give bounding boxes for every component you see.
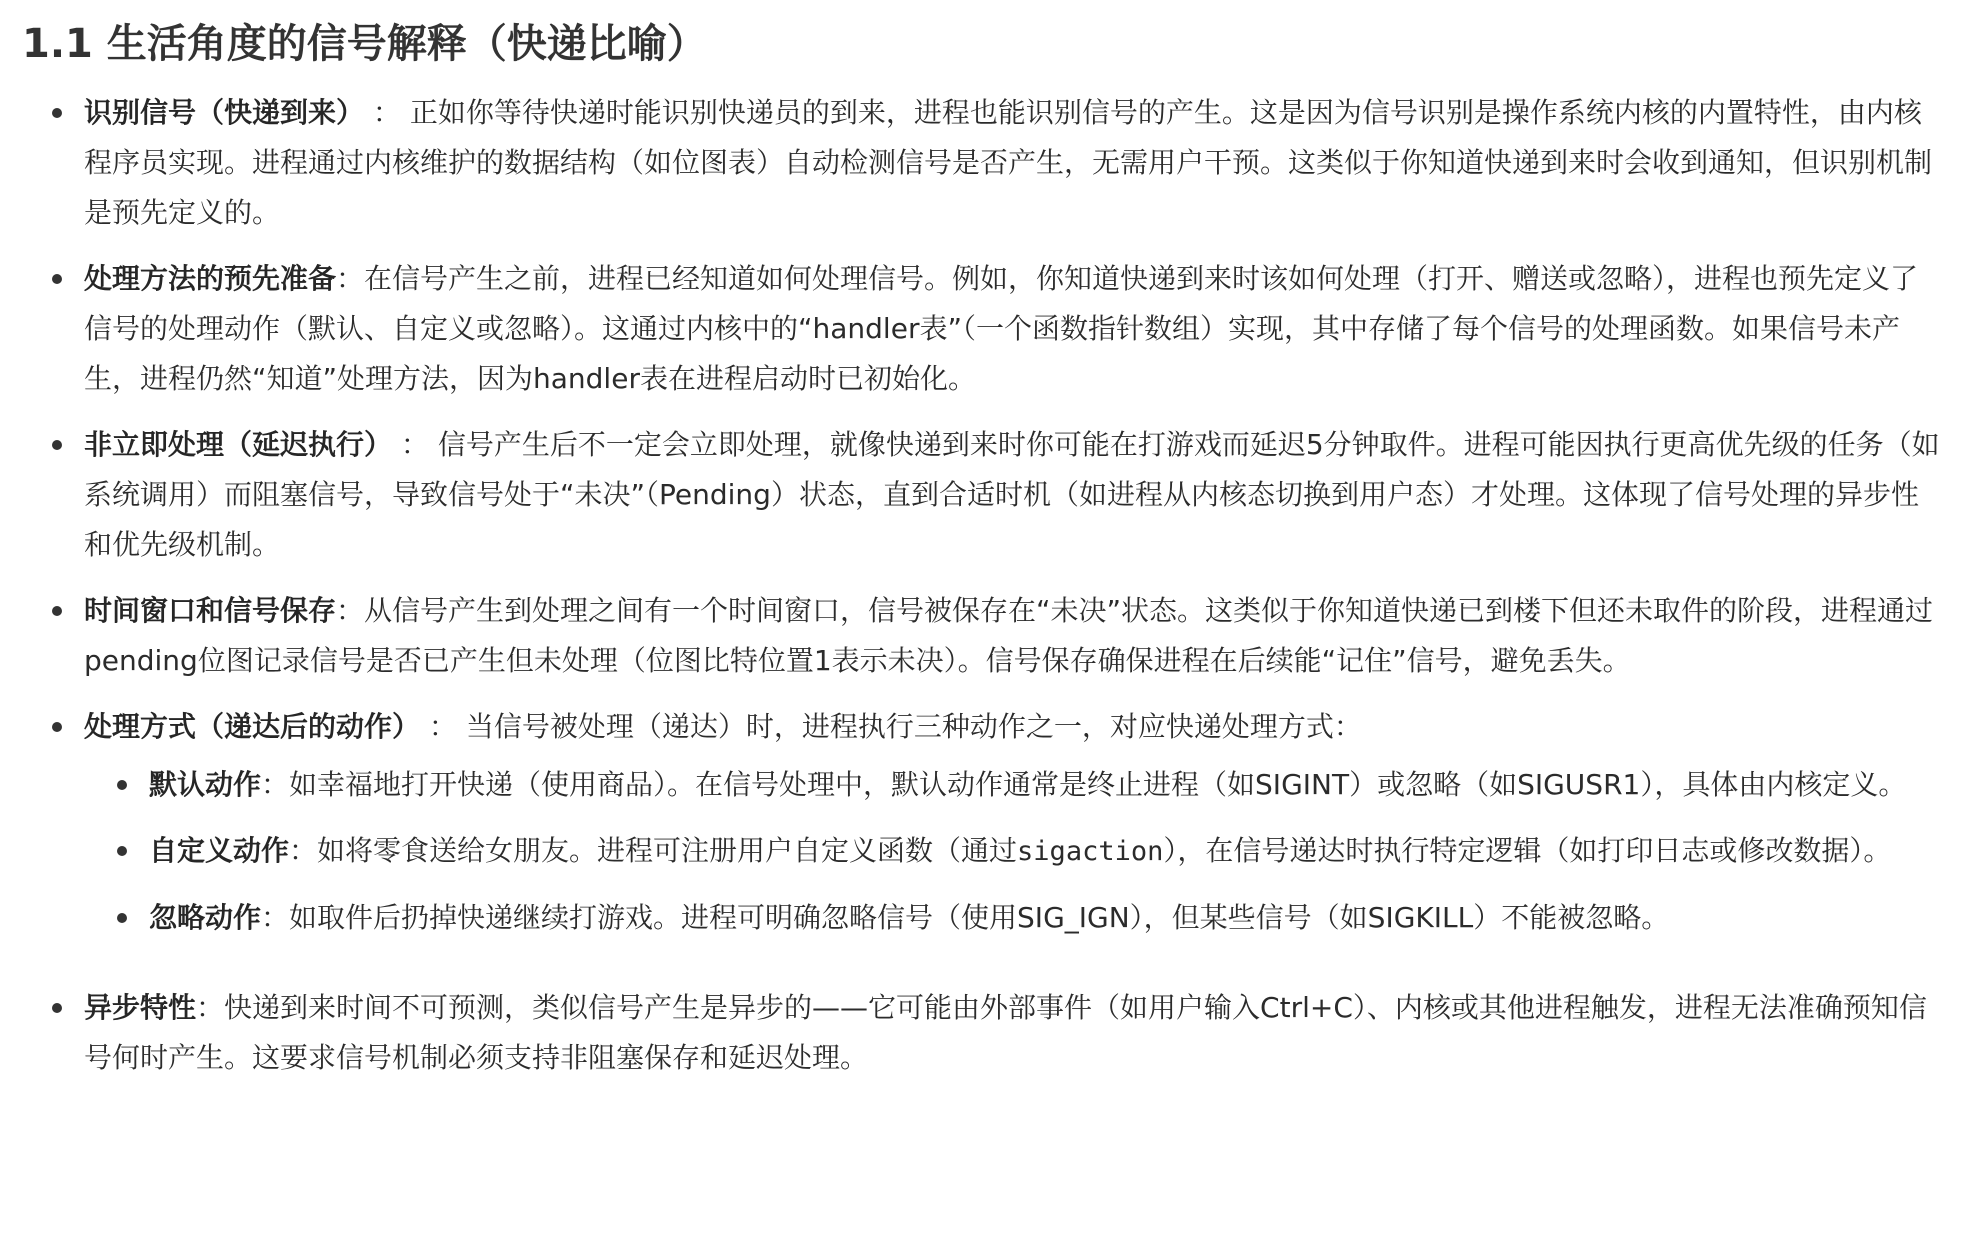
item-separator: ： — [364, 96, 401, 129]
item-text: 信号产生后不一定会立即处理，就像快递到来时你可能在打游戏而延迟5分钟取件。进程可能因执行更高优先级的任务（如系统调用）而阻塞信号，导致信号处于“未决”（Pending）状态，直到合适时机（如进程从内核态切换到用户态）才处理。这体现了信号处理的异步性和优先级机制。 — [84, 428, 1940, 561]
sub-item-separator: ： — [261, 768, 290, 801]
inline-code: sigaction — [1017, 836, 1164, 867]
item-separator: ： — [420, 710, 457, 743]
sub-item-text-after: ），在信号递达时执行特定逻辑（如打印日志或修改数据）。 — [1163, 834, 1892, 867]
list-item — [84, 586, 1942, 686]
item-separator: ： — [336, 262, 365, 295]
sub-item-term: 自定义动作 — [149, 834, 290, 867]
item-separator: ： — [392, 428, 429, 461]
sub-list-item — [149, 826, 1942, 877]
sub-item-text: 如幸福地打开快递（使用商品）。在信号处理中，默认动作通常是终止进程（如SIGINT）或忽略（如SIGUSR1），具体由内核定义。 — [289, 768, 1907, 801]
list-item — [84, 420, 1942, 570]
item-text: 在信号产生之前，进程已经知道如何处理信号。例如，你知道快递到来时该如何处理（打开、赠送或忽略），进程也预先定义了信号的处理动作（默认、自定义或忽略）。这通过内核中的“handler表”（一个函数指针数组）实现，其中存储了每个信号的处理函数。如果信号未产生，进程仍然“知道”处理方法，因为handler表在进程启动时已初始化。 — [84, 262, 1919, 395]
item-term: 处理方式（递达后的动作） — [84, 710, 421, 743]
bullet-list — [22, 88, 1942, 1083]
sub-item-separator: ： — [289, 834, 318, 867]
sub-item-text-before: 如将零食送给女朋友。进程可注册用户自定义函数（通过 — [317, 834, 1018, 867]
item-term: 识别信号（快递到来） — [84, 96, 365, 129]
item-text: 正如你等待快递时能识别快递员的到来，进程也能识别信号的产生。这是因为信号识别是操作系统内核的内置特性，由内核程序员实现。进程通过内核维护的数据结构（如位图表）自动检测信号是否产生，无需用户干预。这类似于你知道快递到来时会收到通知，但识别机制是预先定义的。 — [84, 96, 1933, 229]
sub-item-term: 默认动作 — [149, 768, 262, 801]
sub-list-item — [149, 893, 1942, 943]
item-term: 处理方法的预先准备 — [84, 262, 337, 295]
list-item — [84, 254, 1942, 404]
item-term: 非立即处理（延迟执行） — [84, 428, 393, 461]
sub-item-term: 忽略动作 — [149, 901, 262, 934]
item-separator: ： — [196, 991, 225, 1024]
list-item — [84, 702, 1942, 943]
sub-item-text: 如取件后扔掉快递继续打游戏。进程可明确忽略信号（使用SIG_IGN），但某些信号（如SIGKILL）不能被忽略。 — [289, 901, 1670, 934]
sub-bullet-list — [84, 760, 1942, 943]
sub-list-item — [149, 760, 1942, 810]
item-text: 当信号被处理（递达）时，进程执行三种动作之一，对应快递处理方式： — [465, 710, 1362, 743]
item-term: 异步特性 — [84, 991, 197, 1024]
list-item — [84, 983, 1942, 1083]
item-separator: ： — [336, 594, 365, 627]
list-item — [84, 88, 1942, 238]
section-heading: 1.1 生活角度的信号解释（快递比喻） — [22, 21, 707, 67]
item-term: 时间窗口和信号保存 — [84, 594, 337, 627]
sub-item-separator: ： — [261, 901, 290, 934]
item-text: 快递到来时间不可预测，类似信号产生是异步的——它可能由外部事件（如用户输入Ctrl+C）、内核或其他进程触发，进程无法准确预知信号何时产生。这要求信号机制必须支持非阻塞保存和延迟处理。 — [84, 991, 1927, 1074]
item-text: 从信号产生到处理之间有一个时间窗口，信号被保存在“未决”状态。这类似于你知道快递已到楼下但还未取件的阶段，进程通过pending位图记录信号是否已产生但未处理（位图比特位置1表示未决）。信号保存确保进程在后续能“记住”信号，避免丢失。 — [84, 594, 1934, 677]
